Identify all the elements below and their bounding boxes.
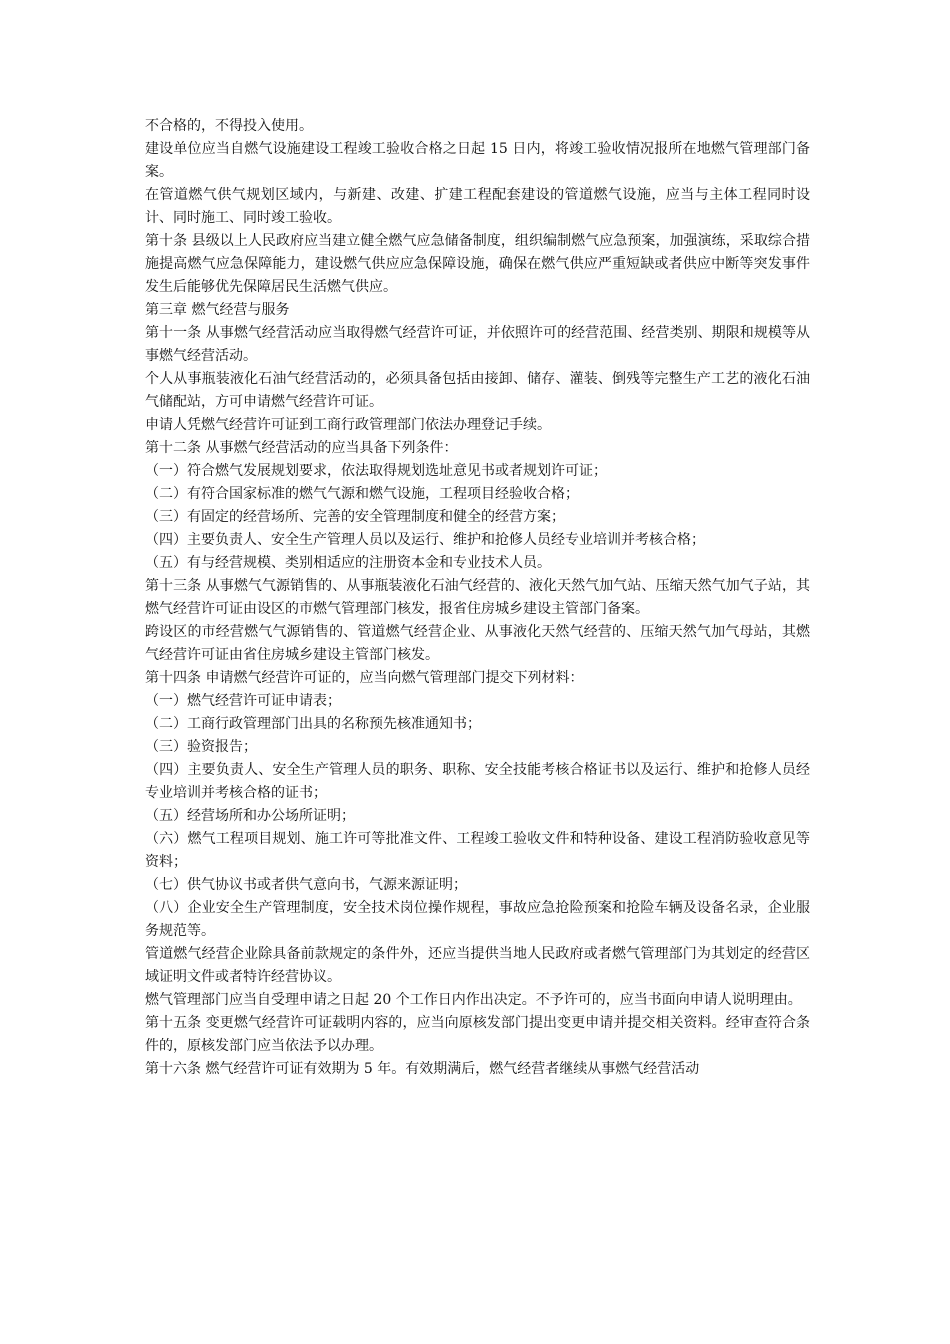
document-body (145, 115, 810, 1081)
list-item: （八）企业安全生产管理制度，安全技术岗位操作规程，事故应急抢险预案和抢险车辆及设备名录，企业服务规范等。 (145, 900, 810, 939)
paragraph: 个人从事瓶装液化石油气经营活动的，必须具备包括由接卸、储存、灌装、倒残等完整生产工艺的液化石油气储配站，方可申请燃气经营许可证。 (145, 371, 810, 410)
list-item: （六）燃气工程项目规划、施工许可等批准文件、工程竣工验收文件和特种设备、建设工程消防验收意见等资料； (145, 831, 810, 870)
list-item: （二）有符合国家标准的燃气气源和燃气设施，工程项目经验收合格； (145, 486, 579, 502)
article-10: 第十条 县级以上人民政府应当建立健全燃气应急储备制度，组织编制燃气应急预案，加强演练，采取综合措施提高燃气应急保障能力，建设燃气供应应急保障设施，确保在燃气供应严重短缺或者供应中断等突发事件发生后能够优先保障居民生活燃气供应。 (145, 233, 810, 295)
list-item: （七）供气协议书或者供气意向书，气源来源证明； (145, 877, 467, 893)
paragraph: 不合格的，不得投入使用。 (145, 118, 313, 134)
list-item: （五）有与经营规模、类别相适应的注册资本金和专业技术人员。 (145, 555, 551, 571)
list-item: （五）经营场所和办公场所证明； (145, 808, 355, 824)
list-item: （四）主要负责人、安全生产管理人员以及运行、维护和抢修人员经专业培训并考核合格； (145, 532, 705, 548)
paragraph: 建设单位应当自燃气设施建设工程竣工验收合格之日起 15 日内，将竣工验收情况报所在地燃气管理部门备案。 (145, 141, 810, 180)
article-12: 第十二条 从事燃气经营活动的应当具备下列条件： (145, 440, 458, 456)
article-13: 第十三条 从事燃气气源销售的、从事瓶装液化石油气经营的、液化天然气加气站、压缩天然气加气子站，其燃气经营许可证由设区的市燃气管理部门核发，报省住房城乡建设主管部门备案。 (145, 578, 810, 617)
paragraph: 在管道燃气供气规划区域内，与新建、改建、扩建工程配套建设的管道燃气设施，应当与主体工程同时设计、同时施工、同时竣工验收。 (145, 187, 810, 226)
paragraph: 管道燃气经营企业除具备前款规定的条件外，还应当提供当地人民政府或者燃气管理部门为其划定的经营区域证明文件或者特许经营协议。 (145, 946, 810, 985)
article-11: 第十一条 从事燃气经营活动应当取得燃气经营许可证，并依照许可的经营范围、经营类别、期限和规模等从事燃气经营活动。 (145, 325, 810, 364)
list-item: （一）符合燃气发展规划要求，依法取得规划选址意见书或者规划许可证； (145, 463, 607, 479)
article-16: 第十六条 燃气经营许可证有效期为 5 年。有效期满后，燃气经营者继续从事燃气经营活动 (145, 1061, 700, 1077)
paragraph: 申请人凭燃气经营许可证到工商行政管理部门依法办理登记手续。 (145, 417, 551, 433)
list-item: （三）验资报告； (145, 739, 257, 755)
article-15: 第十五条 变更燃气经营许可证载明内容的，应当向原核发部门提出变更申请并提交相关资料。经审查符合条件的，原核发部门应当依法予以办理。 (145, 1015, 810, 1054)
paragraph: 跨设区的市经营燃气气源销售的、管道燃气经营企业、从事液化天然气经营的、压缩天然气加气母站，其燃气经营许可证由省住房城乡建设主管部门核发。 (145, 624, 810, 663)
list-item: （一）燃气经营许可证申请表； (145, 693, 341, 709)
list-item: （四）主要负责人、安全生产管理人员的职务、职称、安全技能考核合格证书以及运行、维护和抢修人员经专业培训并考核合格的证书； (145, 762, 810, 801)
list-item: （三）有固定的经营场所、完善的安全管理制度和健全的经营方案； (145, 509, 565, 525)
paragraph: 燃气管理部门应当自受理申请之日起 20 个工作日内作出决定。不予许可的，应当书面向申请人说明理由。 (145, 992, 802, 1008)
chapter-heading: 第三章 燃气经营与服务 (145, 302, 290, 318)
article-14: 第十四条 申请燃气经营许可证的，应当向燃气管理部门提交下列材料： (145, 670, 584, 686)
list-item: （二）工商行政管理部门出具的名称预先核准通知书； (145, 716, 481, 732)
